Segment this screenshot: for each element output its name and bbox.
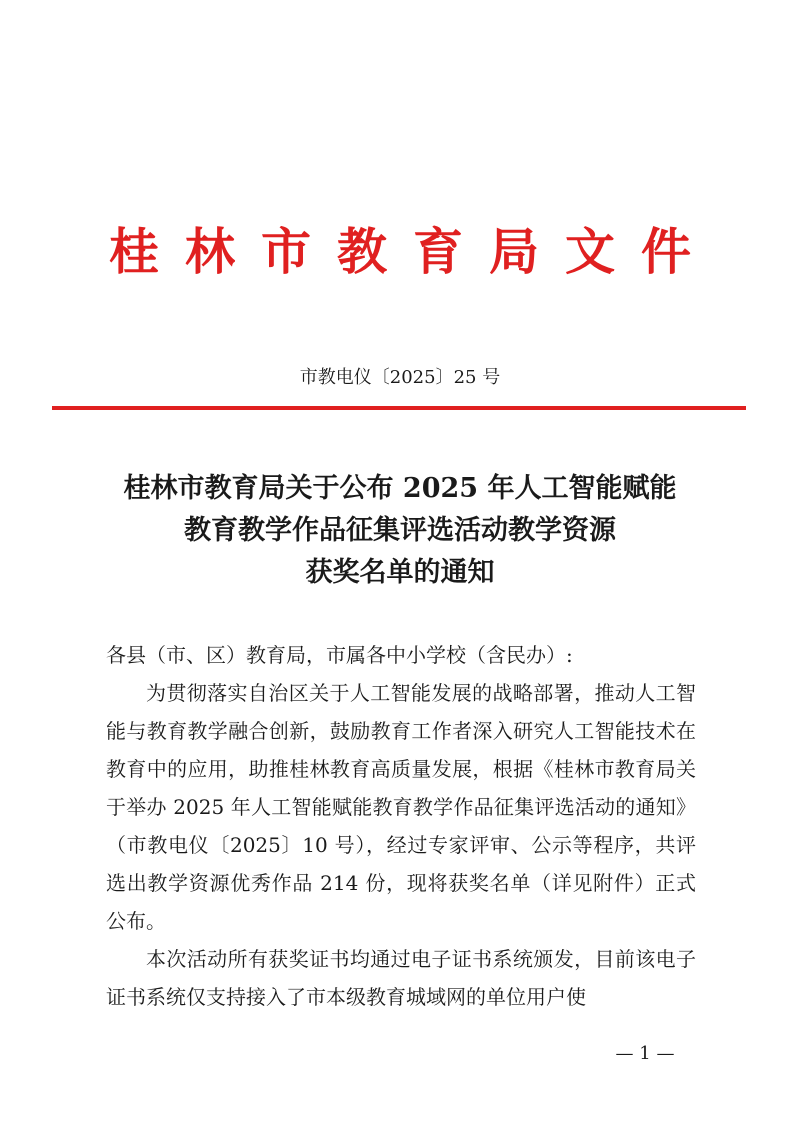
document-number: 市教电仪〔2025〕25 号 <box>299 367 501 388</box>
notice-title-line: 桂林市教育局关于公布 2025 年人工智能赋能 <box>123 473 677 504</box>
notice-title <box>60 468 740 594</box>
body-paragraph: 为贯彻落实自治区关于人工智能发展的战略部署，推动人工智能与教育教学融合创新，鼓励教育工作者深入研究人工智能技术在教育中的应用，助推桂林教育高质量发展，根据《桂林市教育局关于举办 2025 年人工智能赋能教育教学作品征集评选活动的通知》（市教电仪〔2025〕10 号），经过专家评审、公示等程序，共评选出教学资源优秀作品 214 份，现将获奖名单（详见附件）正式公布。 <box>106 681 696 933</box>
notice-body <box>106 636 696 1016</box>
body-paragraph: 本次活动所有获奖证书均通过电子证书系统颁发，目前该电子证书系统仅支持接入了市本级教育城域网的单位用户使 <box>106 947 696 1009</box>
red-divider-line <box>52 406 746 410</box>
notice-title-line: 获奖名单的通知 <box>305 557 495 588</box>
salutation: 各县（市、区）教育局，市属各中小学校（含民办）: <box>106 643 573 667</box>
document-header-title: 桂林市教育局文件 <box>109 223 717 281</box>
notice-title-line: 教育教学作品征集评选活动教学资源 <box>184 515 616 546</box>
page-number: — 1 — <box>615 1043 675 1064</box>
